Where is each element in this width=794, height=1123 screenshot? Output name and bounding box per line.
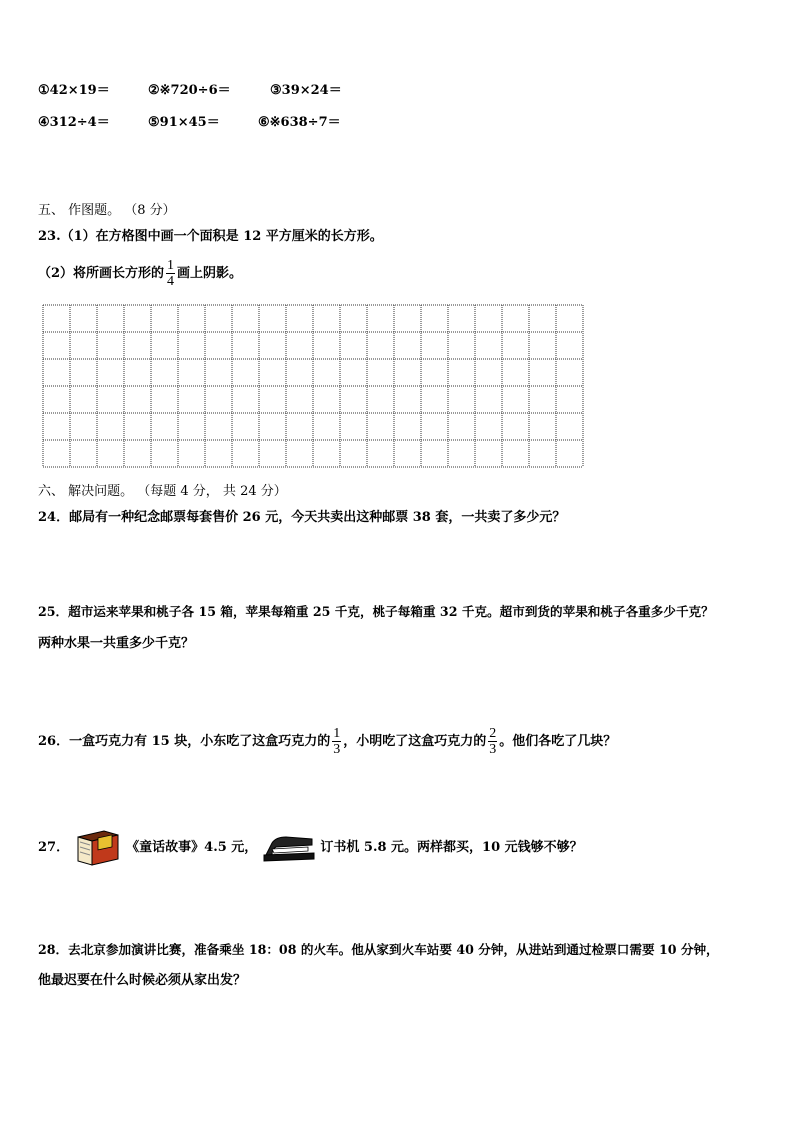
fraction-numerator: 1	[167, 258, 175, 273]
q27-number: 27．	[38, 840, 70, 855]
fraction-one-third	[332, 726, 341, 757]
fraction-one-quarter	[166, 258, 175, 289]
question-27	[38, 828, 583, 868]
q23-part2-pre: （2）将所画长方形的	[38, 266, 165, 281]
q27-stapler-text: 订书机 5.8 元。两样都买，10 元钱够不够？	[320, 840, 583, 855]
fraction-numerator: 1	[333, 726, 341, 741]
calc-item-1: ①42×19＝	[38, 83, 110, 98]
fraction-denominator: 3	[333, 742, 341, 757]
fraction-two-thirds	[488, 726, 497, 757]
question-23-part1: 23.（1）在方格图中画一个面积是 12 平方厘米的长方形。	[38, 229, 383, 244]
q27-book-text: 《童话故事》4.5 元，	[126, 840, 258, 855]
question-28-line2: 他最迟要在什么时候必须从家出发？	[38, 973, 247, 988]
section-5-heading: 五、 作图题。 （8 分）	[38, 203, 176, 218]
calc-item-4: ④312÷4＝	[38, 115, 110, 130]
fraction-numerator: 2	[489, 726, 497, 741]
question-28-line1: 28．去北京参加演讲比赛，准备乘坐 18：08 的火车。他从家到火车站要 40 分钟，从进站到通过检票口需要 10 分钟，	[38, 942, 719, 957]
question-25-line1: 25．超市运来苹果和桃子各 15 箱，苹果每箱重 25 千克，桃子每箱重 32 千克。超市到货的苹果和桃子各重多少千克？	[38, 604, 714, 619]
stapler-icon	[262, 833, 316, 863]
question-25-line2: 两种水果一共重多少千克？	[38, 636, 195, 651]
q26-pre: 26．一盒巧克力有 15 块，小东吃了这盒巧克力的	[38, 734, 331, 749]
book-icon	[74, 829, 122, 867]
question-24: 24．邮局有一种纪念邮票每套售价 26 元，今天共卖出这种邮票 38 套，一共卖了多少元？	[38, 510, 566, 525]
question-23-part2	[38, 258, 242, 289]
calc-item-5: ⑤91×45＝	[148, 115, 220, 130]
q26-post: 。他们各吃了几块？	[499, 734, 617, 749]
calc-item-6: ⑥※638÷7＝	[258, 115, 341, 130]
q23-part2-post: 画上阴影。	[177, 266, 243, 281]
calc-item-2: ②※720÷6＝	[148, 83, 231, 98]
question-26	[38, 724, 616, 760]
fraction-denominator: 3	[489, 742, 497, 757]
q26-mid: ，小明吃了这盒巧克力的	[343, 734, 487, 749]
square-grid	[42, 304, 584, 468]
section-6-heading: 六、 解决问题。 （每题 4 分， 共 24 分）	[38, 484, 287, 499]
fraction-denominator: 4	[167, 274, 175, 289]
calc-item-3: ③39×24＝	[270, 83, 342, 98]
